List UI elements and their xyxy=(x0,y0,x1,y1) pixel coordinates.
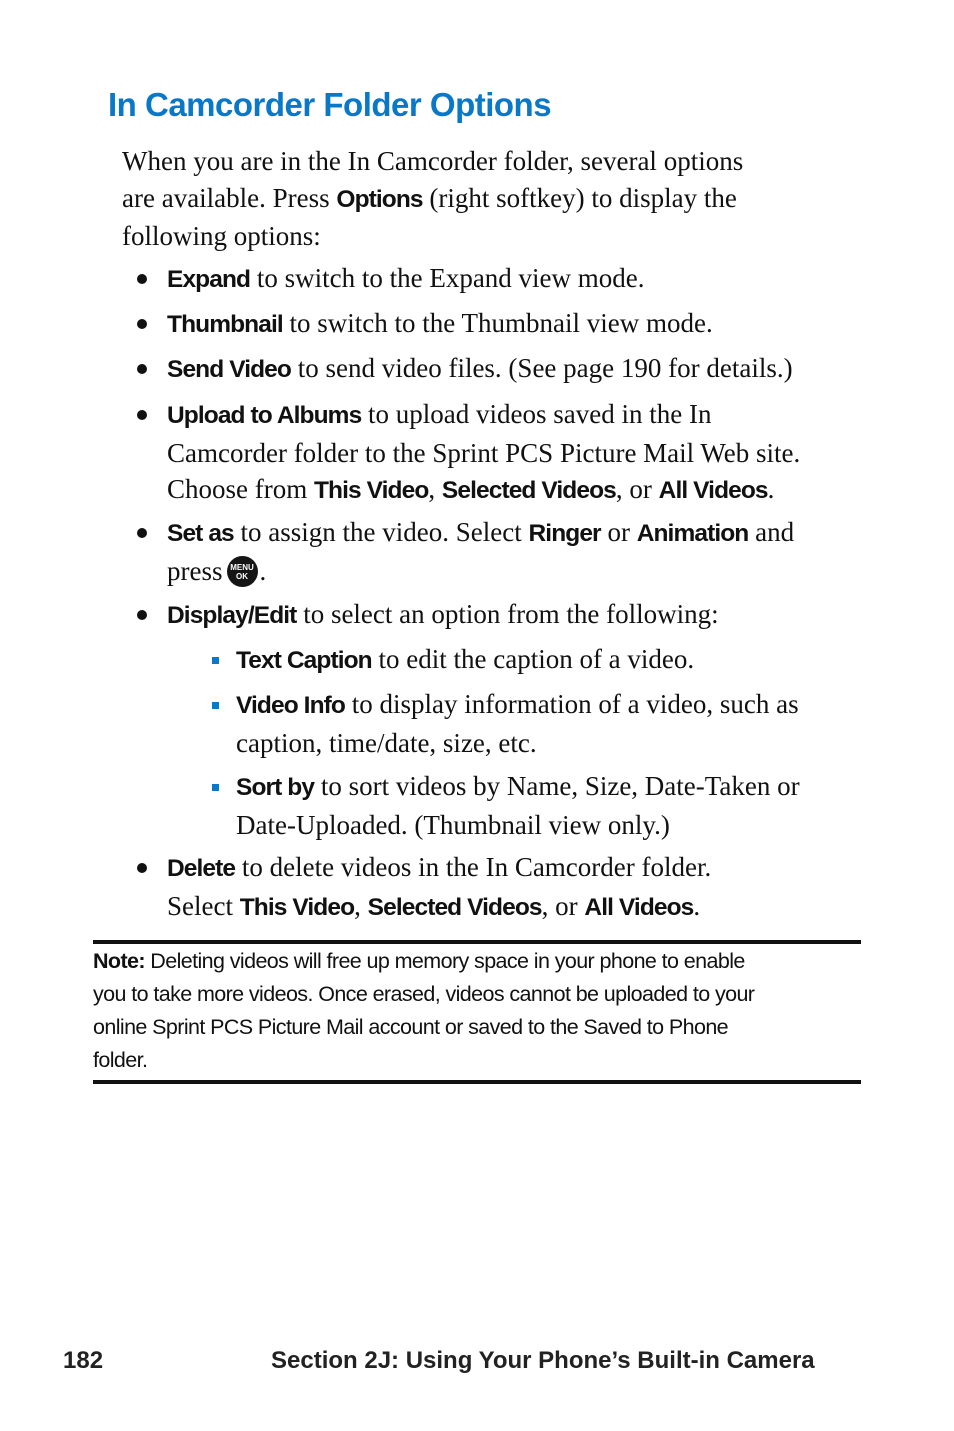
sub-bullet-icon xyxy=(212,784,219,791)
option-name: Delete xyxy=(167,855,236,882)
option-name: Display/Edit xyxy=(167,602,297,629)
option-name: Upload to Albums xyxy=(167,402,362,429)
choice-this-video: This Video xyxy=(313,477,429,504)
section-title: Section 2J: Using Your Phone’s Built-in Camera xyxy=(271,1347,815,1374)
option-expand: Expand to switch to the Expand view mode. xyxy=(167,263,645,293)
option-name: Thumbnail xyxy=(167,311,283,338)
sub-bullet-icon xyxy=(212,657,219,664)
page-title: In Camcorder Folder Options xyxy=(108,86,552,123)
bullet-icon xyxy=(137,364,147,374)
choice-selected-videos: Selected Videos xyxy=(367,893,542,921)
choice-this-video: This Video xyxy=(239,893,355,921)
choice-animation: Animation xyxy=(636,520,749,547)
note-top-rule xyxy=(93,940,861,944)
option-thumbnail: Thumbnail to switch to the Thumbnail view mode. xyxy=(167,308,713,338)
option-name: Sort by xyxy=(236,774,315,801)
choice-ringer: Ringer xyxy=(528,520,601,547)
option-upload-to-albums: Upload to Albums to upload videos saved in the In Camcorder folder to the Sprint PCS Picture Mail Web site. Choose from This Video, Selected Videos, or All Videos. xyxy=(167,399,801,504)
choice-all-videos: All Videos xyxy=(584,893,694,921)
note-label: Note: xyxy=(93,949,145,973)
option-display-edit: Display/Edit to select an option from the following: xyxy=(167,599,719,629)
sub-bullet-icon xyxy=(212,702,219,709)
options-softkey-label: Options xyxy=(336,185,423,213)
option-name: Expand xyxy=(167,266,251,293)
intro-line: When you are in the In Camcorder folder, several options xyxy=(122,146,744,176)
option-name: Video Info xyxy=(236,692,345,719)
page-number: 182 xyxy=(63,1347,104,1374)
option-name: Set as xyxy=(167,520,234,547)
intro-line: are available. Press Options (right softkey) to display the xyxy=(122,182,737,213)
note-box: Note: Deleting videos will free up memory space in your phone to enable you to take more videos. Once erased, videos cannot be uploaded to your online Sprint PCS Picture Mail account or saved to the Saved to Phone folder. xyxy=(93,949,755,1072)
note-bottom-rule xyxy=(93,1080,861,1084)
bullet-icon xyxy=(137,528,147,538)
option-name: Send Video xyxy=(167,356,291,383)
bullet-icon xyxy=(137,863,147,873)
bullet-icon xyxy=(137,274,147,284)
intro-line: following options: xyxy=(122,221,321,251)
bullet-icon xyxy=(137,319,147,329)
suboption-video-info: Video Info to display information of a video, such as caption, time/date, size, etc. xyxy=(236,689,799,758)
option-name: Text Caption xyxy=(236,647,372,674)
choice-all-videos: All Videos xyxy=(658,477,768,504)
intro-paragraph xyxy=(122,143,842,255)
suboption-sort-by: Sort by to sort videos by Name, Size, Date-Taken or Date-Uploaded. (Thumbnail view only.) xyxy=(236,771,800,840)
option-delete: Delete to delete videos in the In Camcorder folder. Select This Video, Selected Videos, or All Videos. xyxy=(167,852,712,921)
bullet-icon xyxy=(137,410,147,420)
bullet-icon xyxy=(137,610,147,620)
choice-selected-videos: Selected Videos xyxy=(441,477,616,504)
menu-ok-key-icon: MENU OK xyxy=(227,556,258,587)
suboption-text-caption: Text Caption to edit the caption of a video. xyxy=(236,644,695,674)
option-send-video: Send Video to send video files. (See page 190 for details.) xyxy=(167,353,793,383)
option-set-as: Set as to assign the video. Select Ringer or Animation and press MENU OK . xyxy=(167,517,795,586)
